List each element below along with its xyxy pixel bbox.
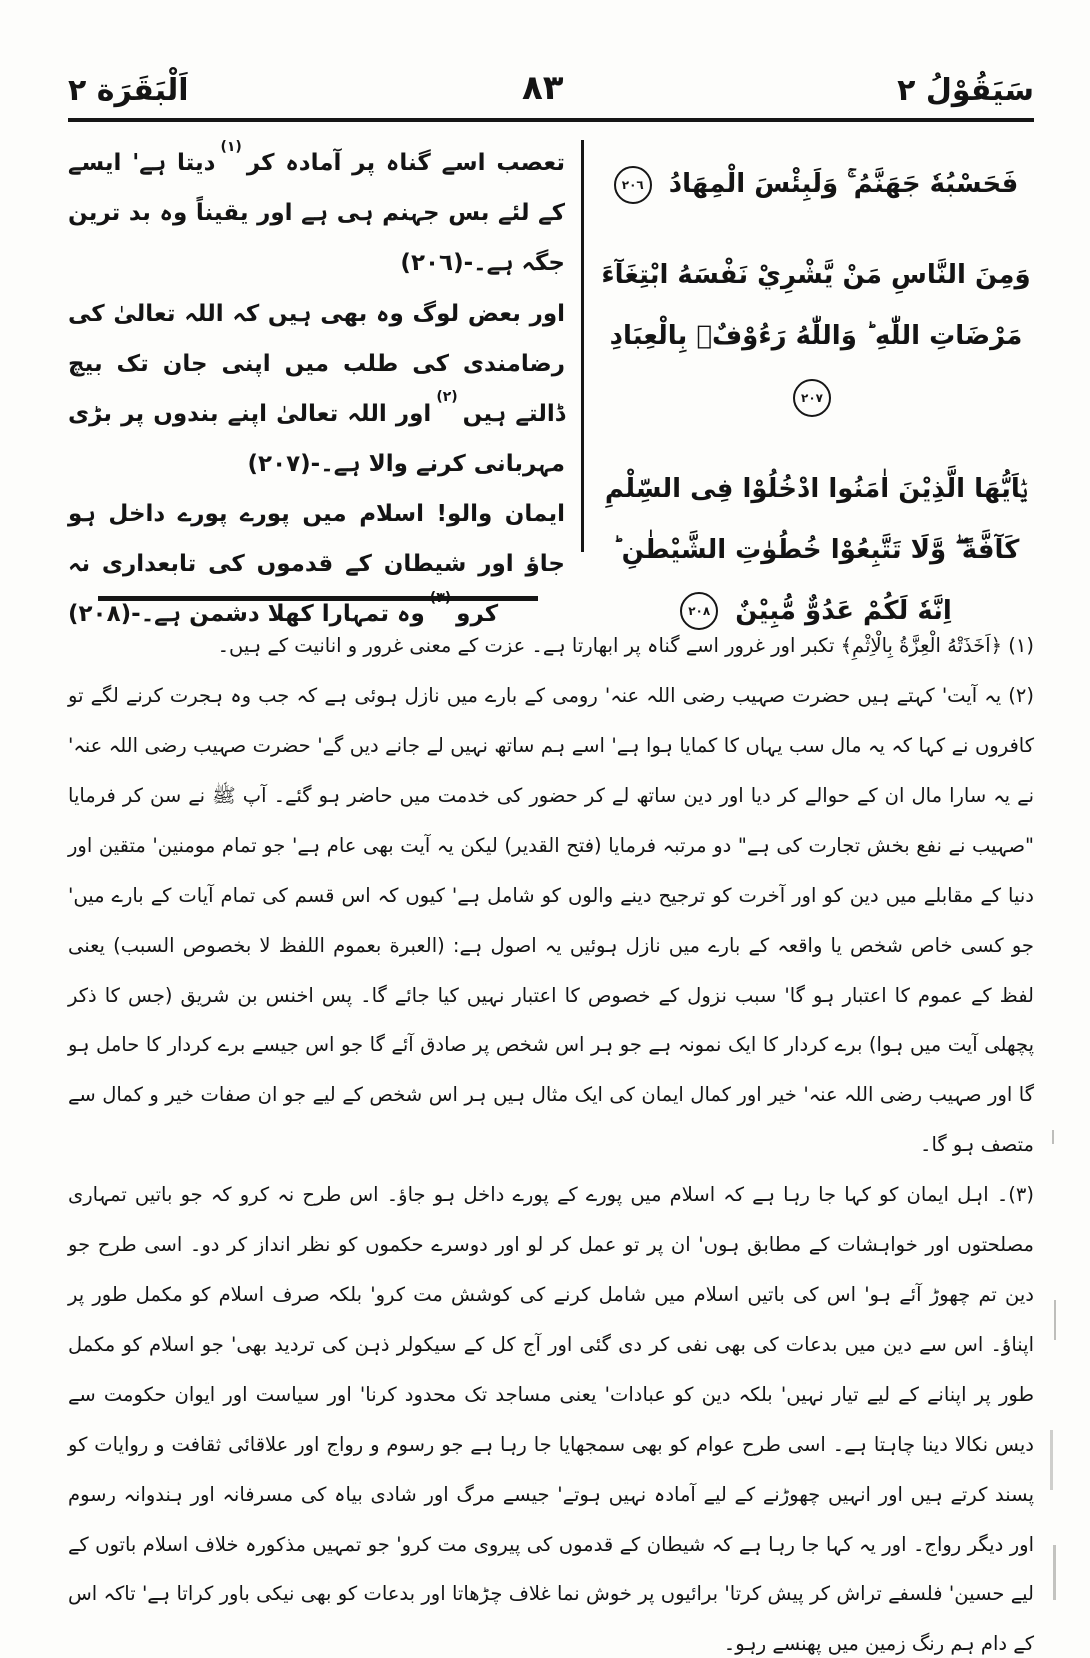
column-divider-rule — [581, 140, 584, 552]
scan-edge-artifact — [1054, 1300, 1056, 1340]
footnote-marker: (١) — [220, 138, 242, 155]
translation-paragraph — [68, 489, 565, 639]
translation-paragraph — [68, 138, 565, 288]
page-number: ٨٣ — [522, 68, 564, 108]
scan-edge-artifact — [1053, 1545, 1056, 1600]
page-header — [68, 0, 1034, 110]
footnote-paragraph-2: (٢) یہ آیت' کہتے ہیں حضرت صہیب رضی اللہ عنہ' رومی کے بارے میں نازل ہوئی ہے کہ جب وہ ہجرت کرنے لگے تو کافروں نے کہا کہ یہ مال سب یہاں کا کمایا ہوا ہے' اسے ہم ساتھ نہیں لے جانے دیں گے' حضرت صہیب رضی اللہ عنہ' نے یہ سارا مال ان کے حوالے کر دیا اور دین ساتھ لے کر حضور کی خدمت میں حاضر ہو گئے۔ آپ ﷺ نے سن کر فرمایا "صہیب نے نفع بخش تجارت کی ہے" دو مرتبہ فرمایا (فتح القدیر) لیکن یہ آیت بھی عام ہے' جو تمام مومنین' متقین اور دنیا کے مقابلے میں دین کو اور آخرت کو ترجیح دینے والوں کو شامل ہے' کیوں کہ اس قسم کی تمام آیات کے بارے میں' جو کسی خاص شخص یا واقعہ کے بارے میں نازل ہوئیں یہ اصول ہے: (العبرة بعموم اللفظ لا بخصوص السبب) یعنی لفظ کے عموم کا اعتبار ہو گا' سبب نزول کے خصوص کا اعتبار نہیں کیا جائے گا۔ پس اخنس بن شریق (جس کا ذکر پچھلی آیت میں ہوا) برے کردار کا ایک نمونہ ہے جو ہر اس شخص پر صادق آئے گا جو اس جیسے برے کردار کا حامل ہو گا اور صہیب رضی اللہ عنہ' خیر اور کمال ایمان کی ایک مثال ہیں ہر اس شخص کے لیے جو ان صفات خیر و کمال سے متصف ہو گا۔ — [68, 684, 1034, 1157]
ayah-text: وَمِنَ النَّاسِ مَنْ يَّشْرِيْ نَفْسَهُ ابْتِغَآءَ مَرْضَاتِ اللّٰهِ ؕ وَاللّٰهُ رَءُوْفٌۢ بِالْعِبَادِ — [601, 260, 1031, 352]
quran-verse — [598, 459, 1034, 642]
translation-text: وہ تمہارا کھلا دشمن ہے۔-(٢٠٨) — [68, 601, 425, 628]
translation-paragraph — [68, 289, 565, 490]
translation-text: دیتا ہے' ایسے کے لئے بس جہنم ہی ہے اور یقیناً وہ بد ترین جگہ ہے۔-(٢٠٦) — [68, 150, 565, 277]
translation-text: ایمان والو! اسلام میں پورے پورے داخل ہو جاؤ اور شیطان کے قدموں کی تابعداری نہ کرو — [68, 501, 565, 628]
ayah-number-badge: ٢٠٧ — [793, 379, 831, 417]
footnote-paragraph-3: (٣)۔ اہل ایمان کو کہا جا رہا ہے کہ اسلام میں پورے کے پورے داخل ہو جاؤ۔ اس طرح نہ کرو کہ جو باتیں تمہاری مصلحتوں اور خواہشات کے مطابق ہوں' ان پر تو عمل کر لو اور دوسرے حکموں کو نظر انداز کر دو۔ اسی طرح جو دین تم چھوڑ آئے ہو' اس کی باتیں اسلام میں شامل کرنے کی کوشش مت کرو' بلکہ صرف اسلام کو مکمل طور پر اپناؤ۔ اس سے دین میں بدعات کی بھی نفی کر دی گئی اور آج کل کے سیکولر ذہن کی تردید بھی' جو اسلام کو مکمل طور پر اپنانے کے لیے تیار نہیں' بلکہ دین کو عبادات' یعنی مساجد تک محدود کرنا' اور سیاست اور ایوان حکومت سے دیس نکالا دینا چاہتا ہے۔ اسی طرح عوام کو بھی سمجھایا جا رہا ہے جو رسوم و رواج اور علاقائی ثقافت و روایات کو پسند کرتے ہیں اور انہیں چھوڑنے کے لیے آمادہ نہیں ہوتے' جیسے مرگ اور شادی بیاہ کی مسرفانہ اور ہندوانہ رسوم اور دیگر رواج۔ اور یہ کہا جا رہا ہے کہ شیطان کے قدموں کی پیروی مت کرو' جو تمہیں مذکورہ خلاف اسلام باتوں کے لیے حسین' فلسفے تراش کر پیش کرتا' برائیوں پر خوش نما غلاف چڑھاتا اور بدعات کو بھی نیکی باور کراتا ہے' تاکہ اس کے دام ہم رنگ زمین میں پھنسے رہو۔ — [68, 1183, 1034, 1656]
translation-text: تعصب اسے گناہ پر آمادہ کر — [246, 150, 565, 177]
verse-translation-section — [68, 134, 1034, 628]
ayah-text: يٰۤاَيُّهَا الَّذِيْنَ اٰمَنُوا ادْخُلُوْا فِى السِّلْمِ كَآفَّةً ۖ وَّلَا تَتَّبِعُوْا خُطُوٰتِ الشَّيْطٰنِ ؕ اِنَّهٗ لَكُمْ عَدُوٌّ مُّبِيْنٌ — [604, 473, 1028, 626]
ayah-number-badge: ٢٠٨ — [680, 592, 718, 630]
footnote-paragraph-1: (١) ﴿اَخَذَتْهُ الْعِزَّةُ بِالْاِثْمِ﴾ تکبر اور غرور اسے گناہ پر ابھارتا ہے۔ عزت کے معنی غرور و انانیت کے ہیں۔ — [217, 634, 1034, 658]
quran-verse — [598, 154, 1034, 215]
commentary-section — [68, 621, 1034, 1658]
juz-title: سَيَقُوْلُ ٢ — [897, 73, 1034, 109]
surah-title: اَلْبَقَرَة ٢ — [68, 73, 189, 109]
quran-verses-column — [598, 134, 1034, 626]
ayah-number-badge: ٢٠٦ — [614, 166, 652, 204]
scan-edge-artifact — [1052, 1130, 1054, 1144]
urdu-translation-column — [68, 134, 565, 628]
ayah-text: فَحَسْبُهٗ جَهَنَّمُ ۚ وَلَبِئْسَ الْمِهَادُ — [668, 169, 1019, 200]
translation-text: اور بعض لوگ وہ بھی ہیں کہ اللہ تعالیٰ کی رضامندی کی طلب میں اپنی جان تک بیچ ڈالتے ہیں — [68, 300, 565, 427]
header-rule — [68, 118, 1034, 122]
scan-edge-artifact — [1050, 1430, 1053, 1490]
footnote-marker: (٣) — [429, 589, 452, 606]
translation-text: اور اللہ تعالیٰ اپنے بندوں پر بڑی مہربانی کرنے والا ہے۔-(٢٠٧) — [68, 400, 565, 477]
quran-verse — [598, 245, 1034, 428]
footnote-marker: (٢) — [436, 389, 458, 406]
